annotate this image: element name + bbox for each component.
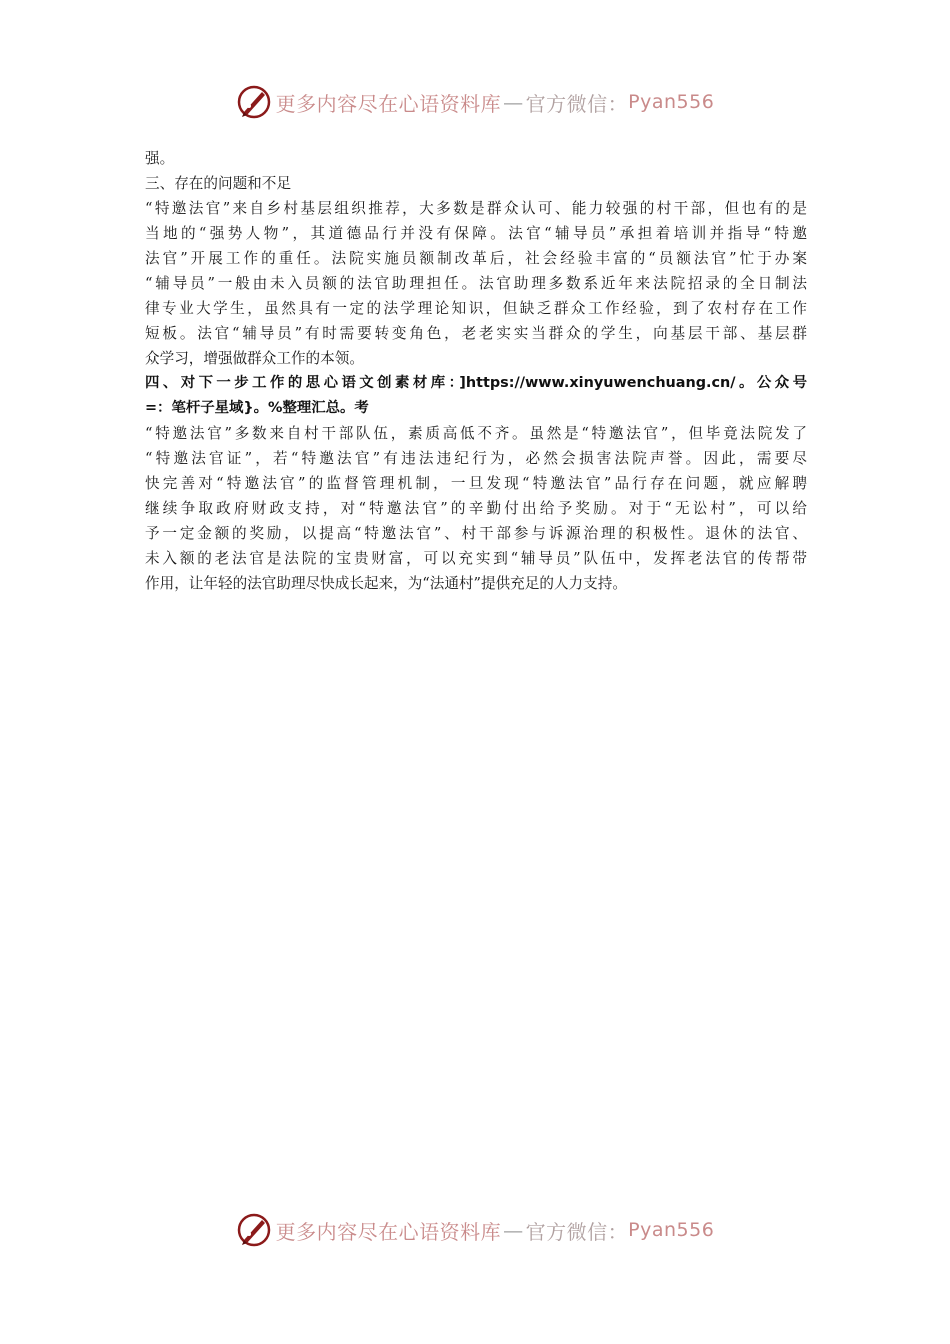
- paragraph-line: 律专业大学生，虽然具有一定的法学理论知识，但缺乏群众工作经验，到了农村存在工作: [145, 300, 807, 317]
- header-wechat-id: Pyan556: [628, 91, 715, 113]
- pen-logo-icon: [236, 84, 272, 120]
- footer-dash: —: [503, 1218, 524, 1242]
- pen-logo-icon: [236, 1212, 272, 1248]
- footer-watermark: [0, 1212, 950, 1248]
- footer-brand-text: 更多内容尽在心语资料库: [275, 1219, 502, 1244]
- paragraph-line: 当地的“强势人物”，其道德品行并没有保障。法官“辅导员”承担着培训并指导“特邀: [145, 225, 807, 242]
- paragraph-line: “特邀法官”来自乡村基层组织推荐，大多数是群众认可、能力较强的村干部，但也有的是: [145, 200, 807, 217]
- paragraph-line: 众学习，增强做群众工作的本领。: [145, 350, 364, 367]
- section-heading-4-cont: =：笔杆子星域}。%整理汇总。考: [145, 400, 369, 416]
- paragraph-line: 快完善对“特邀法官”的监督管理机制，一旦发现“特邀法官”品行存在问题，就应解聘: [145, 475, 807, 492]
- paragraph-line: “特邀法官”多数来自村干部队伍，素质高低不齐。虽然是“特邀法官”，但毕竟法院发了: [145, 425, 807, 442]
- paragraph-line: 短板。法官“辅导员”有时需要转变角色，老老实实当群众的学生，向基层干部、基层群: [145, 325, 807, 342]
- paragraph-line: 作用，让年轻的法官助理尽快成长起来，为“法通村”提供充足的人力支持。: [145, 575, 627, 592]
- footer-wechat-label: 官方微信：: [525, 1219, 629, 1244]
- paragraph-line: 予一定金额的奖励，以提高“特邀法官”、村干部参与诉源治理的积极性。退休的法官、: [145, 525, 807, 542]
- section-heading-4: 四、对下一步工作的思心语文创素材库：]https://www.xinyuwenchuang.cn/。公众号: [145, 375, 807, 391]
- document-body: [145, 146, 807, 596]
- header-watermark: [0, 84, 950, 120]
- paragraph-line: 强。: [145, 150, 175, 167]
- section-heading-3: 三、存在的问题和不足: [145, 175, 291, 192]
- header-brand-text: 更多内容尽在心语资料库: [275, 91, 502, 116]
- paragraph-line: 继续争取政府财政支持，对“特邀法官”的辛勤付出给予奖励。对于“无讼村”，可以给: [145, 500, 807, 517]
- paragraph-line: “特邀法官证”，若“特邀法官”有违法违纪行为，必然会损害法院声誉。因此，需要尽: [145, 450, 807, 467]
- paragraph-line: 法官”开展工作的重任。法院实施员额制改革后，社会经验丰富的“员额法官”忙于办案: [145, 250, 807, 267]
- header-wechat-label: 官方微信：: [525, 91, 629, 116]
- paragraph-line: “辅导员”一般由未入员额的法官助理担任。法官助理多数系近年来法院招录的全日制法: [145, 275, 807, 292]
- footer-wechat-id: Pyan556: [628, 1219, 715, 1241]
- header-dash: —: [503, 90, 524, 114]
- paragraph-line: 未入额的老法官是法院的宝贵财富，可以充实到“辅导员”队伍中，发挥老法官的传帮带: [145, 550, 807, 567]
